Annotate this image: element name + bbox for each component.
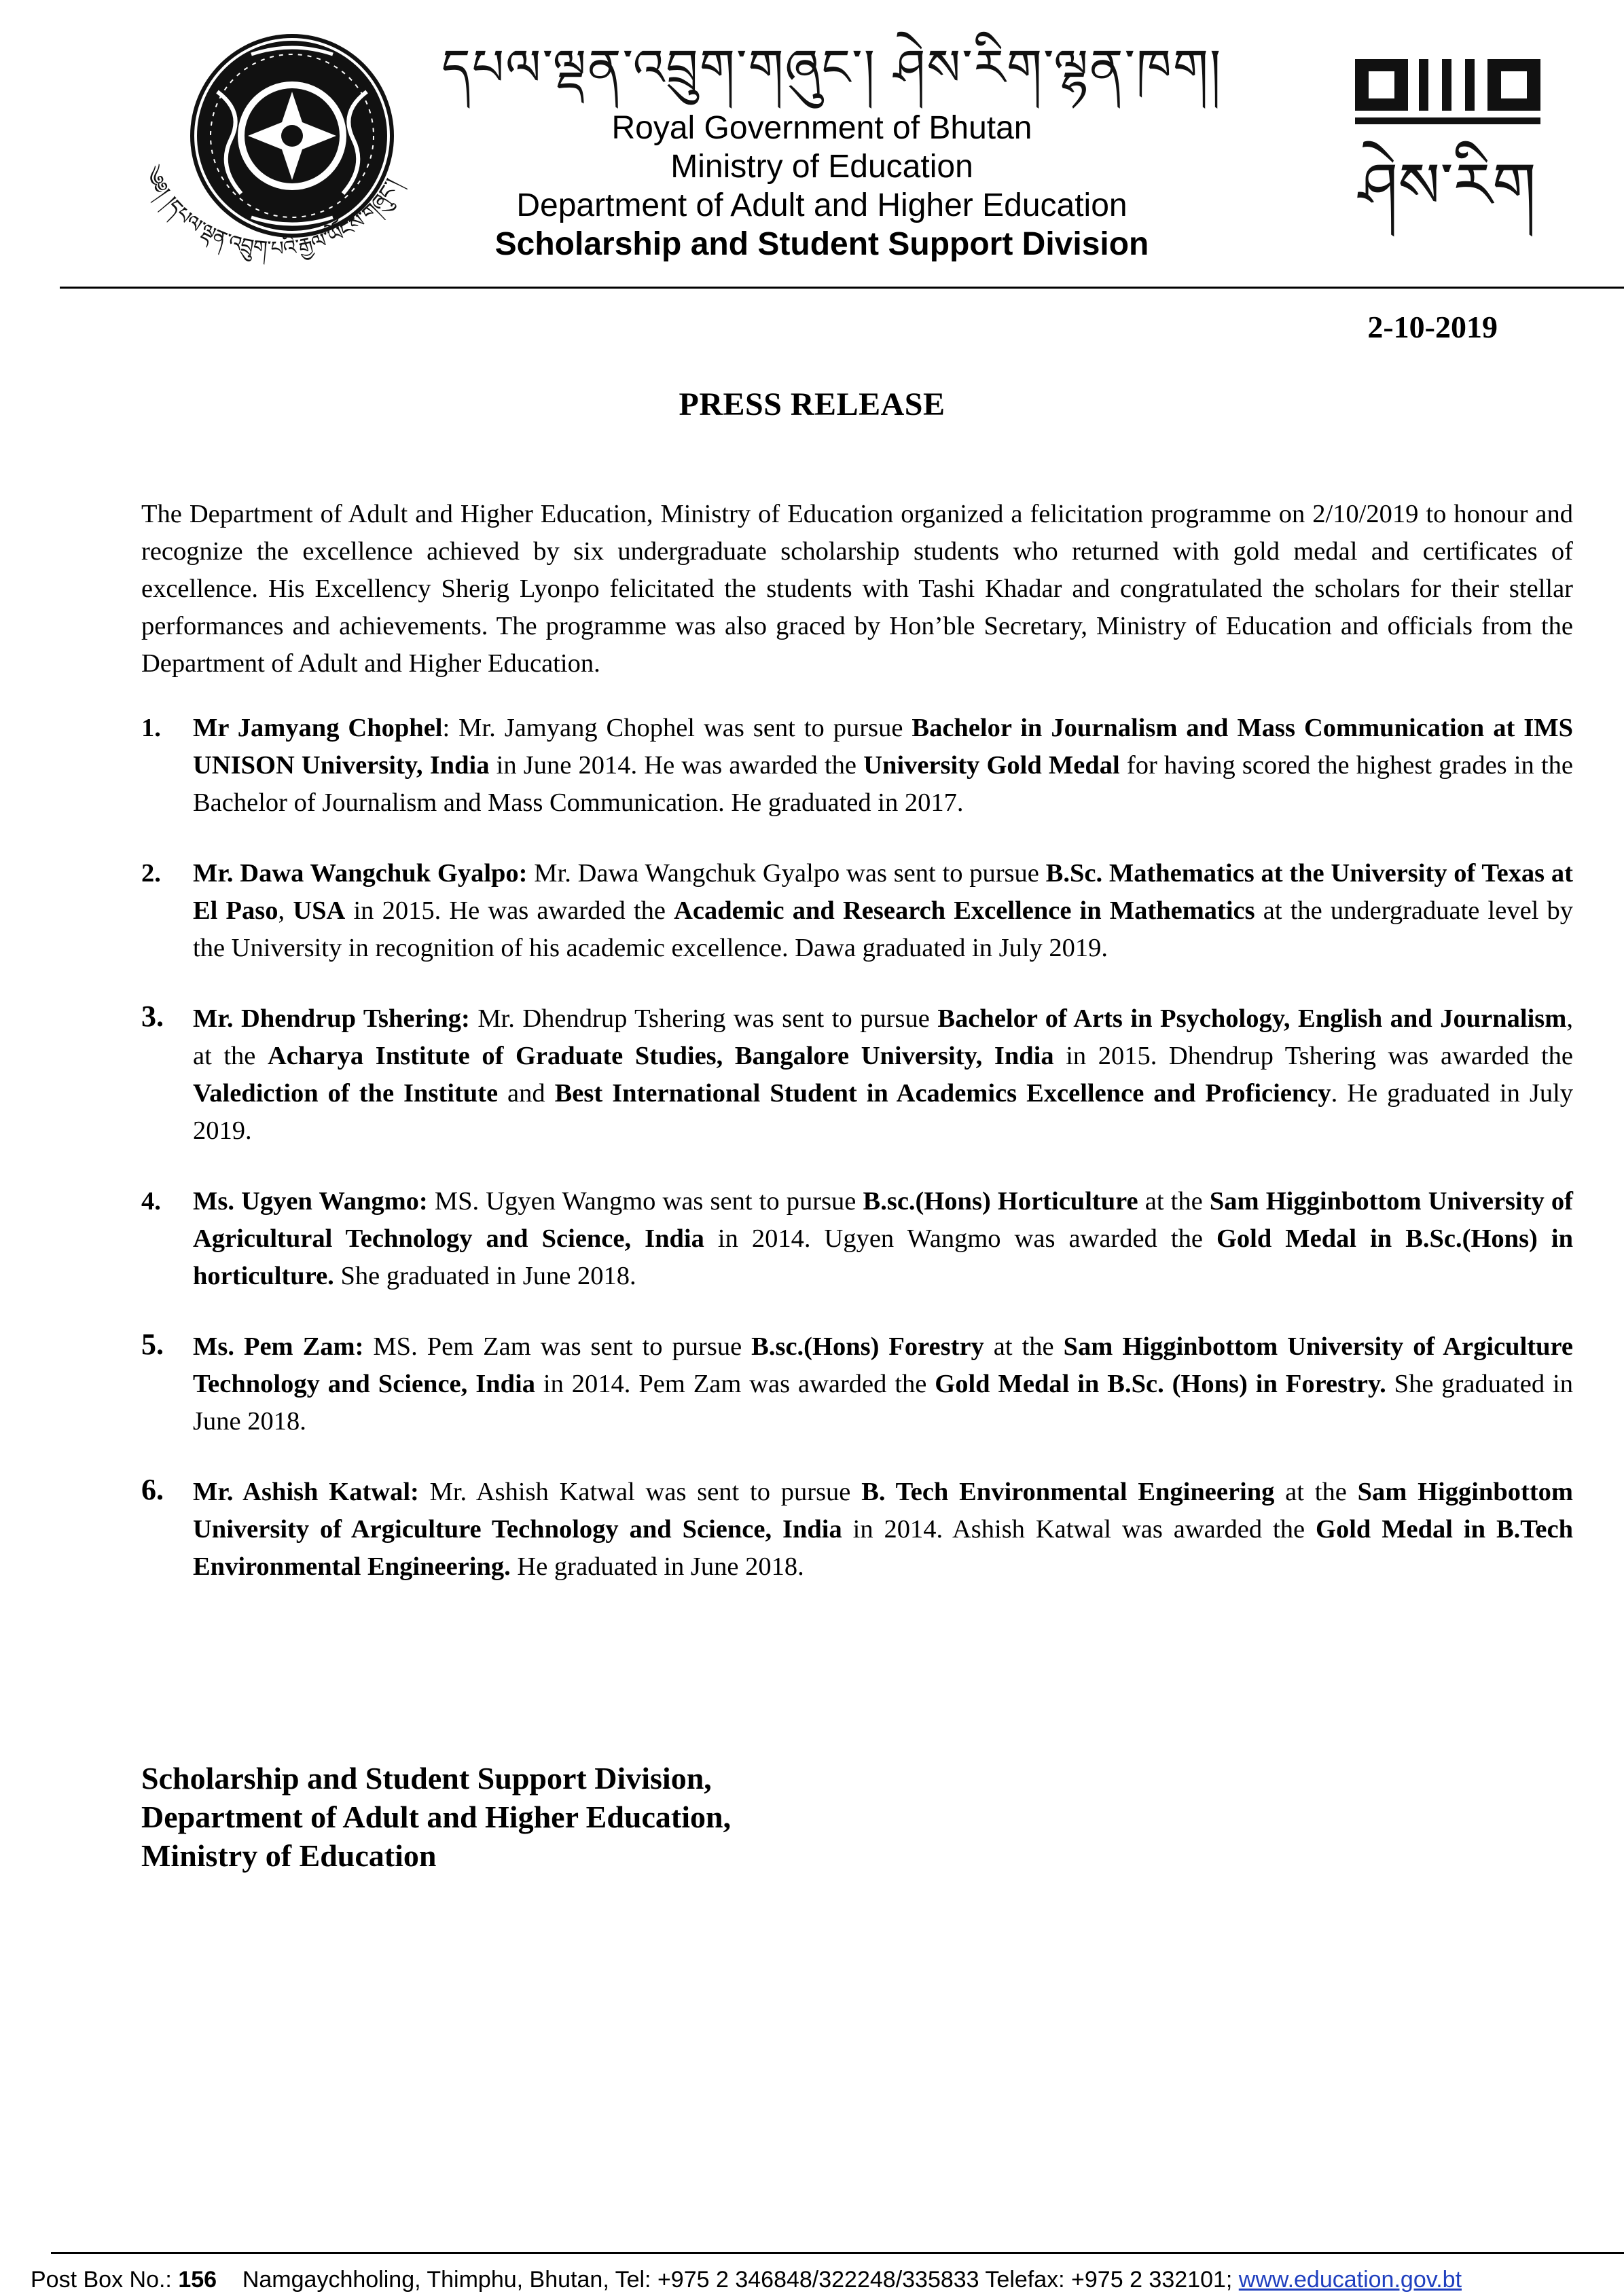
emphasis-text: Bachelor in Journalism and Mass Communication at IMS UNISON University, India [193, 714, 1573, 780]
item-text: He graduated in June 2018. [510, 1552, 804, 1581]
intro-paragraph: The Department of Adult and Higher Education, Ministry of Education organized a felicitation programme on 2/10/2019 to honour and recognize the excellence achieved by six undergraduate scholarship students who returned with gold medal and certificates of excellence. His Excellency Sherig Lyonpo felicitated the students with Tashi Khadar and congratulated the scholars for their stellar performances and achievements. The programme was also graced by Hon’ble Secretary, Ministry of Education and officials from the Department of Adult and Higher Education. [141, 500, 1573, 678]
division-name: Scholarship and Student Support Division [494, 226, 1149, 262]
signature-block [141, 1759, 731, 1875]
emphasis-text: Ms. Ugyen Wangmo: [193, 1187, 428, 1216]
emphasis-text: Mr. Dawa Wangchuk Gyalpo: [193, 859, 528, 888]
list-item-number: 3. [141, 1000, 164, 1033]
signature-ministry: Ministry of Education [141, 1838, 437, 1873]
release-date: 2-10-2019 [1367, 310, 1498, 344]
emphasis-text: Sam Higginbottom University of Agricultural Technology and Science, India [193, 1187, 1573, 1253]
dzongkha-title: དཔལ་ལྡན་འབྲུག་གཞུང་། ཤེས་རིག་ལྷན་ཁག། [441, 39, 1223, 97]
emphasis-text: Sam Higginbottom University of Argiculture Technology and Science, India [193, 1332, 1573, 1398]
item-text: at the [984, 1332, 1064, 1361]
emphasis-text: Mr. Ashish Katwal: [193, 1478, 419, 1506]
emphasis-text: Bachelor of Arts in Psychology, English and Journalism [937, 1004, 1567, 1033]
list-item-number: 1. [141, 714, 161, 742]
item-text: Mr. Dawa Wangchuk Gyalpo was sent to pursue [527, 859, 1046, 888]
emblem-ring-text: ༄༅། །དཔལ་ལྡན་འབྲུག་པའི་རྒྱལ་ཡོངས་གཞུང་། [139, 162, 405, 261]
item-text: at the [1138, 1187, 1210, 1216]
item-text: MS. Ugyen Wangmo was sent to pursue [427, 1187, 863, 1216]
signature-division: Scholarship and Student Support Division, [141, 1761, 712, 1796]
item-text: in 2014. Pem Zam was awarded the [535, 1370, 935, 1398]
item-text: in 2014. Ashish Katwal was awarded the [842, 1515, 1316, 1544]
emphasis-text: Valediction of the Institute [193, 1079, 499, 1108]
item-text: Mr. Dhendrup Tshering was sent to pursue [469, 1004, 938, 1033]
item-text: : Mr. Jamyang Chophel was sent to pursue [442, 714, 912, 742]
emphasis-text: Gold Medal in B.Tech Environmental Engineering. [193, 1515, 1573, 1581]
emphasis-text: Acharya Institute of Graduate Studies, Bangalore University, India [267, 1042, 1054, 1070]
signature-department: Department of Adult and Higher Education, [141, 1800, 732, 1834]
header-divider [60, 287, 1624, 289]
footer [31, 2267, 1462, 2293]
item-text: for having scored the highest grades in the Bachelor of Journalism and Mass Communication. He graduated in 2017. [193, 751, 1573, 817]
gov-name: Royal Government of Bhutan [611, 110, 1032, 146]
list-item [141, 855, 1573, 967]
item-text: MS. Pem Zam was sent to pursue [363, 1332, 752, 1361]
emphasis-text: Best International Student in Academics Excellence and Proficiency [554, 1079, 1331, 1108]
royal-emblem-seal [115, 27, 435, 285]
emphasis-text: Academic and Research Excellence in Mathematics [674, 896, 1255, 925]
education-logo [1348, 51, 1552, 248]
list-item-number: 2. [141, 859, 161, 888]
website-link[interactable]: www.education.gov.bt [1238, 2267, 1462, 2293]
item-text: Mr. Ashish Katwal was sent to pursue [418, 1478, 862, 1506]
logo-word: ཤེས་རིག [1358, 149, 1536, 222]
page-title: PRESS RELEASE [679, 386, 945, 422]
emphasis-text: Mr Jamyang Chophel [193, 714, 443, 742]
emphasis-text: B.Sc. Mathematics at the University of Texas at El Paso [193, 859, 1573, 925]
item-text: in 2015. Dhendrup Tshering was awarded the [1053, 1042, 1573, 1070]
item-text: , [278, 896, 293, 925]
list-item-number: 4. [141, 1187, 161, 1216]
item-text: at the [1274, 1478, 1358, 1506]
emphasis-text: B.sc.(Hons) Horticulture [863, 1187, 1138, 1216]
item-text: in 2014. Ugyen Wangmo was awarded the [704, 1224, 1216, 1253]
item-text: . He graduated in July 2019. [193, 1079, 1574, 1145]
postbox-label: Post Box No.: [31, 2267, 179, 2293]
item-text: and [498, 1079, 555, 1108]
list-item-number: 6. [141, 1473, 164, 1506]
awardee-list [141, 710, 1573, 1619]
ministry-name: Ministry of Education [670, 149, 973, 185]
item-text: in 2015. He was awarded the [345, 896, 674, 925]
department-name: Department of Adult and Higher Education [516, 187, 1127, 223]
list-item-number: 5. [141, 1328, 164, 1361]
item-text: , at the [193, 1004, 1573, 1070]
emphasis-text: USA [293, 896, 346, 925]
emphasis-text: B. Tech Environmental Engineering [861, 1478, 1275, 1506]
list-item [141, 710, 1573, 822]
list-item [141, 1000, 1573, 1150]
emphasis-text: B.sc.(Hons) Forestry [751, 1332, 984, 1361]
emphasis-text: Ms. Pem Zam: [193, 1332, 364, 1361]
postbox-number: 156 [178, 2267, 217, 2293]
emphasis-text: University Gold Medal [863, 751, 1120, 780]
item-text: at the undergraduate level by the University in recognition of his academic excellence. Dawa graduated in July 2019. [193, 896, 1574, 962]
emphasis-text: Gold Medal in B.Sc. (Hons) in Forestry. [935, 1370, 1386, 1398]
letterhead [441, 27, 1223, 263]
emphasis-text: Gold Medal in B.Sc.(Hons) in horticulture. [193, 1224, 1574, 1290]
item-text: in June 2014. He was awarded the [489, 751, 864, 780]
footer-address: Namgaychholing, Thimphu, Bhutan, Tel: +975 2 346848/322248/335833 Telefax: +975 2 332101; [217, 2267, 1239, 2293]
list-item [141, 1474, 1573, 1586]
item-text: She graduated in June 2018. [333, 1262, 636, 1290]
footer-divider [51, 2252, 1624, 2254]
item-text: She graduated in June 2018. [193, 1370, 1574, 1436]
emphasis-text: Sam Higginbottom University of Argiculture Technology and Science, India [193, 1478, 1573, 1544]
list-item [141, 1328, 1573, 1440]
emphasis-text: Mr. Dhendrup Tshering: [193, 1004, 470, 1033]
list-item [141, 1183, 1573, 1295]
